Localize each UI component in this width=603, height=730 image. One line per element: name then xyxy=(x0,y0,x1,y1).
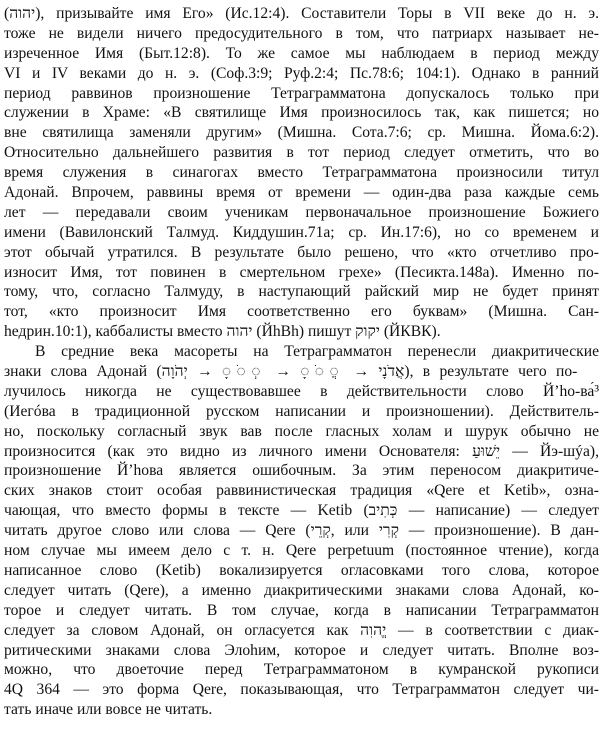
text-line: ритическими знаками слова Элоhим, которое и следует читать. Вполне воз- xyxy=(4,641,599,659)
text-line: период раввинов произношение Тетраграмматона допускалось только при xyxy=(4,84,599,102)
text-line: тоже не видели ничего предосудительного в том, что патриарх называет не- xyxy=(4,24,599,42)
paragraph-1 xyxy=(4,4,599,342)
text-line: (Иегóва в традиционной русском написании и произношении). Действитель- xyxy=(4,402,599,420)
text-line: ном случае мы имеем дело с т. н. Qere perpetuum (постоянное чтение), когда xyxy=(4,542,599,560)
text-line: следует за словом Адонай, он огласуется как יֱהוִה — в соответствии с диак- xyxy=(4,621,599,639)
text-line: лучилось никогда не существовавшее в действительности слово Йʼho-ва́³ xyxy=(4,382,599,400)
text-line: знаки слова Адонай (אֲדֹנָי → ◌ֲ◌ֹ◌ָ → ◌ְ◌ֹ◌ָ → יְהֹוָה), в результате чего по- xyxy=(4,363,578,381)
text-line: (יהוה), призывайте имя Его» (Ис.12:4). Составители Торы в VII веке до н. э. xyxy=(4,5,599,22)
text-line: тому, что, согласно Талмуду, в наступающий райский мир не будет принят xyxy=(4,283,599,301)
text-line: чающая, что вместо формы в тексте — Ketib (כְּתִיב — написание) — следует xyxy=(4,502,599,520)
paragraph-2 xyxy=(4,342,599,720)
text-line: тать иначе или вовсе не читать. xyxy=(4,701,213,719)
text-line: В средние века масореты на Тетраграмматон перенесли диакритические xyxy=(35,343,599,361)
text-line: лет — передавали своим ученикам первоначальное произношение Божиего xyxy=(4,203,599,221)
text-line: но, поскольку согласный звук вав после гласных холам и шурук обычно не xyxy=(4,422,599,440)
text-line: время служения в синагогах вместо Тетраграмматона произносили титул xyxy=(4,164,599,182)
text-line: Адонай. Впрочем, раввины время от времени — один-два раза каждые семь xyxy=(4,184,599,202)
text-line: произносится (как это видно из личного имени Основателя: יֵשׁוּעַ — Йэ-шýа), xyxy=(4,442,599,460)
text-line: этот обычай утратился. В результате было решено, что «кто отчетливо про- xyxy=(4,243,599,261)
text-line: ских знаков стоит особая раввинистическая традиция «Qere et Ketib», озна- xyxy=(4,482,599,500)
text-line: читать другое слово или слова — Qere (קְרֵי, или קְרִי — произношение). В дан- xyxy=(4,522,599,540)
text-line: имени (Вавилонский Талмуд. Киддушин.71а; ср. Ин.17:6), но со временем и xyxy=(4,223,599,241)
text-line: 4Q 364 — это форма Qere, показывающая, что Тетраграмматон следует чи- xyxy=(4,681,599,699)
text-line: написанное слово (Ketib) вокализируется огласовками того слова, которое xyxy=(4,561,599,579)
text-line: Относительно дальнейшего развития в тот период следует отметить, что во xyxy=(4,144,599,162)
text-line: следует читать (Qere), а именно диакритическими знаками слова Адонай, ко- xyxy=(4,581,599,599)
text-line: VI и IV веками до н. э. (Соф.3:9; Руф.2:4; Пс.78:6; 104:1). Однако в ранний xyxy=(4,64,599,82)
text-line: произношение Йʼhова является ошибочным. За этим переносом диакритиче- xyxy=(4,462,599,480)
text-line: вне святилища заменяли другим» (Мишна. Сота.7:6; ср. Мишна. Йома.6:2). xyxy=(4,124,599,142)
text-line: служении в Храме: «В святилище Имя произносилось так, как пишется; но xyxy=(4,104,599,122)
text-line: hедрин.10:1), каббалисты вместо יהוה (ЙhВh) пишут יקוק (ЙКВК). xyxy=(4,323,441,341)
text-line: торое и следует читать. В том случае, когда в написании Тетраграмматон xyxy=(4,601,599,619)
text-line: тот, «кто произносит Имя соответственно его буквам» (Мишна. Сан- xyxy=(4,303,599,321)
text-line: износит Имя, тот повинен в смертельном грехе» (Песикта.148а). Именно по- xyxy=(4,263,599,281)
text-line: изреченное Имя (Быт.12:8). То же самое мы наблюдаем в период между xyxy=(4,44,599,62)
text-line: можно, что двоеточие перед Тетраграмматоном в кумранской рукописи xyxy=(4,661,599,679)
